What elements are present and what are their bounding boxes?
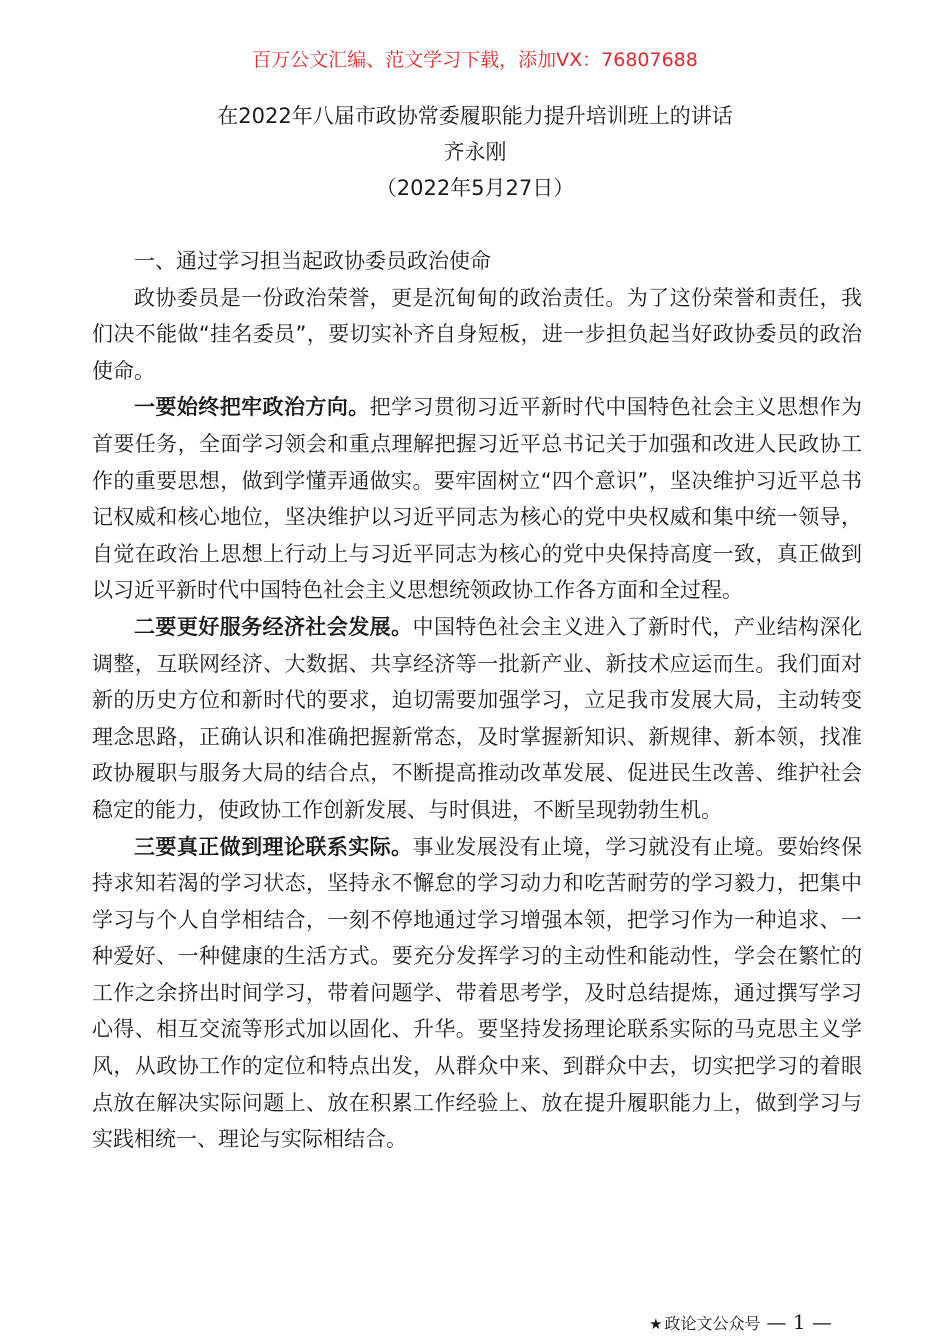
- intro-paragraph: 政协委员是一份政治荣誉，更是沉甸甸的政治责任。为了这份荣誉和责任，我们决不能做“挂名委员”，要切实补齐自身短板，进一步担负起当好政协委员的政治使命。: [92, 285, 862, 383]
- star-icon: ★: [649, 1315, 663, 1333]
- document-body: [92, 243, 862, 1158]
- point-text: 事业发展没有止境，学习就没有止境。要始终保持求知若渴的学习状态，坚持永不懈怠的学习动力和吃苦耐劳的学习毅力，把集中学习与个人自学相结合，一刻不停地通过学习增强本领，把学习作为一种追求、一种爱好、一种健康的生活方式。要充分发挥学习的主动性和能动性，学会在繁忙的工作之余挤出时间学习，带着问题学、带着思考学，及时总结提炼，通过撰写学习心得、相互交流等形式加以固化、升华。要坚持发扬理论联系实际的马克思主义学风，从政协工作的定位和特点出发，从群众中来、到群众中去，切实把学习的着眼点放在解决实际问题上、放在积累工作经验上、放在提升履职能力上，做到学习与实践相统一、理论与实际相结合。: [92, 834, 862, 1152]
- point-text: 把学习贯彻习近平新时代中国特色社会主义思想作为首要任务，全面学习领会和重点理解把握习近平总书记关于加强和改进人民政协工作的重要思想，做到学懂弄通做实。要牢固树立“四个意识”，坚决维护习近平总书记权威和核心地位，坚决维护以习近平同志为核心的党中央权威和集中统一领导，自觉在政治上思想上行动上与习近平同志为核心的党中央保持高度一致，真正做到以习近平新时代中国特色社会主义思想统领政协工作各方面和全过程。: [92, 395, 863, 603]
- point-lead: 三要真正做到理论联系实际。: [134, 834, 413, 859]
- point-paragraph-2: [92, 609, 862, 829]
- footer-source: 政论文公众号: [664, 1314, 761, 1333]
- section-heading: 一、通过学习担当起政协委员政治使命: [134, 249, 491, 273]
- title-block: [0, 98, 950, 206]
- point-lead: 一要始终把牢政治方向。: [134, 395, 370, 420]
- point-paragraph-1: [92, 389, 862, 609]
- speech-date: （2022年5月27日）: [375, 176, 575, 200]
- point-paragraph-3: [92, 829, 862, 1158]
- speaker-name: 齐永刚: [443, 140, 507, 164]
- point-text: 中国特色社会主义进入了新时代，产业结构深化调整，互联网经济、大数据、共享经济等一批新产业、新技术应运而生。我们面对新的历史方位和新时代的要求，迫切需要加强学习，立足我市发展大局，主动转变理念思路，正确认识和准确把握新常态，及时掌握新知识、新规律、新本领，找准政协履职与服务大局的结合点，不断提高推动改革发展、促进民生改善、维护社会稳定的能力，使政协工作创新发展、与时俱进，不断呈现勃勃生机。: [92, 614, 862, 822]
- page-footer: [649, 1310, 832, 1336]
- speech-title: 在2022年八届市政协常委履职能力提升培训班上的讲话: [217, 104, 733, 128]
- page-number: — 1 —: [766, 1310, 832, 1334]
- point-lead: 二要更好服务经济社会发展。: [134, 614, 413, 639]
- watermark-banner: 百万公文汇编、范文学习下载，添加VX：76807688: [252, 49, 698, 71]
